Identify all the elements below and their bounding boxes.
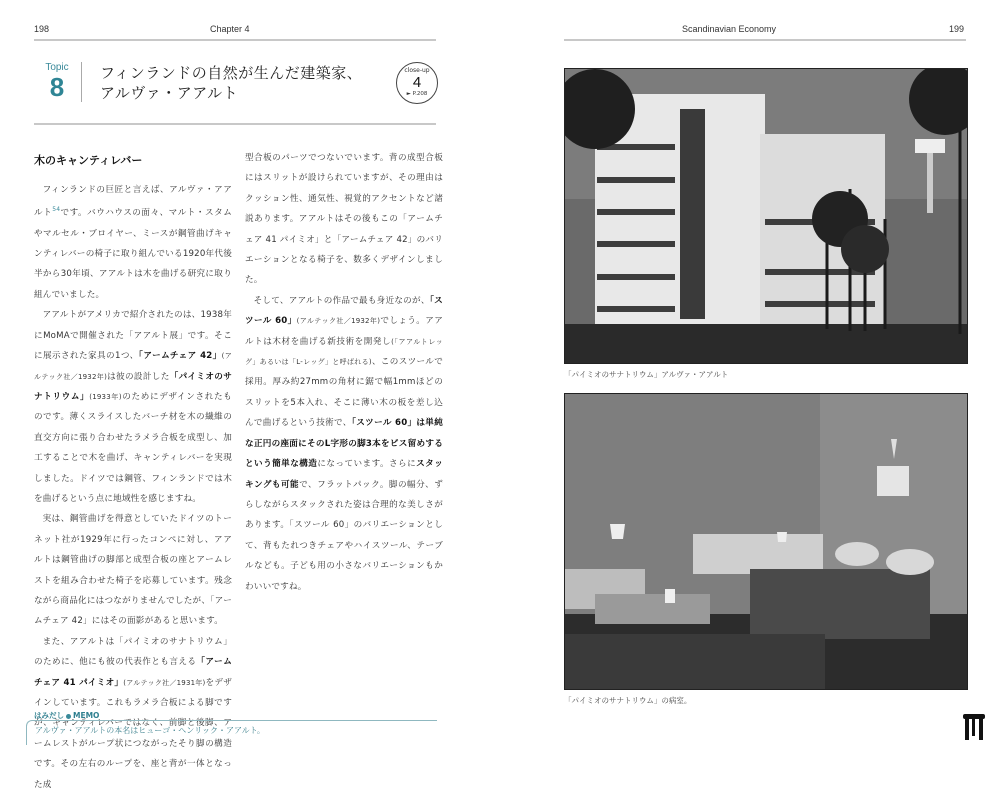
running-head-chapter: Chapter 4 [210, 24, 250, 34]
memo-label: はみだし MEMO [34, 711, 100, 720]
title-line-1: フィンランドの自然が生んだ建築家、 [100, 64, 363, 82]
topic-number: 8 [49, 72, 65, 102]
topic-label: Topic [45, 62, 69, 73]
right-page [500, 0, 1000, 752]
photo-sanatorium-exterior [564, 68, 968, 364]
paragraph: また、アアルトは「パイミオのサナトリウム」のために、他にも彼の代表作とも言える「アームチェア 41 パイミオ」(アルテック社／1931年)をデザインしています。これもラメラ合板による脚ですが、キャンティレバーではなく、前脚と後脚、アームレストがループ状につながったそり脚の構造です。その左右のループを、座と背が一体となった成 [34, 636, 232, 790]
memo-text: アルヴァ・アアルトの本名はヒューゴ・ヘンリック・アアルト。 [35, 726, 265, 735]
title-line-2: アルヴァ・アアルト [100, 84, 239, 102]
stool-icon [962, 713, 986, 741]
closeup-page-ref: ► P.208 [406, 91, 428, 97]
paragraph: アアルトがアメリカで紹介されたのは、1938年にMoMAで開催された「アアルト展」です。そこに展示された家具の1つ、「アームチェア 42」(アルテック社／1932年)は彼の設計した「パイミオのサナトリウム」(1933年)のためにデザインされたものです。薄くスライスしたバーチ材を木の繊維の直交方向に張り合わせたラメラ合板を成型し、加工することで木を曲げ、キャンティレバーを実現しました。ドイツでは鋼管、フィンランドでは木を曲げるという点に地域性を感じますね。 [34, 310, 232, 504]
paragraph: 型合板のパーツでつないでいます。背の成型合板にはスリットが設けられていますが、その理由はクッション性、通気性、視覚的アクセントなど諸説あります。アアルトはその後もこの「アームチェア 41 パイミオ」と「アームチェア 42」のバリエーションとなる椅子を、数多くデザインしました。 [245, 153, 443, 286]
topic-rule [34, 123, 436, 125]
dot-icon [66, 714, 71, 719]
section-heading: 木のキャンティレバー [34, 154, 143, 167]
paragraph: 実は、鋼管曲げを得意としていたドイツのトーネット社が1929年に行ったコンペに対し、アアルトは鋼管曲げの脚部と成型合板の座とアームレストを組み合わせた椅子を応募しています。残念ながら商品化にはつながりませんでしたが、「アームチェア 42」にはその面影があると思います。 [34, 514, 232, 627]
footnote-ref: 54 [52, 206, 61, 214]
paragraph: フィンランドの巨匠と言えば、アルヴァ・アアルト$^{54}$です。バウハウスの面々、マルト・スタムやマルセル・ブロイヤー、ミースが鋼管曲げキャンティレバーの椅子に取り組んでいる1920年代後半から30年頃、アアルトは木を曲げる研究に取り組んでいました。 [34, 185, 232, 300]
page-title [100, 63, 362, 103]
page-number-left: 198 [34, 24, 50, 34]
photo2-caption: 「パイミオのサナトリウム」の病室。 [564, 696, 692, 705]
memo-box [26, 720, 437, 745]
room-illustration [565, 394, 967, 689]
text-column-2 [245, 148, 443, 597]
closeup-badge [396, 62, 438, 104]
text-column-1 [34, 180, 232, 795]
running-head-section: Scandinavian Economy [682, 24, 777, 34]
building-illustration [565, 69, 967, 363]
photo-sanatorium-room [564, 393, 968, 690]
header-rule [34, 39, 436, 41]
topic-divider [81, 62, 82, 102]
photo1-caption: 「パイミオのサナトリウム」アルヴァ・アアルト [564, 370, 729, 379]
left-page [0, 0, 500, 790]
closeup-label: close-up [404, 67, 430, 74]
page-number-right: 199 [949, 24, 965, 34]
paragraph: そして、アアルトの作品で最も身近なのが、「スツール 60」(アルテック社／1932年)でしょう。アアルトは木材を曲げる新技術を開発し(「アアルトレッグ」あるいは「L-レッグ」と呼ばれる)、このスツールで採用。厚み約27mmの角材に鋸で幅1mmほどのスリットを5本入れ、そこに薄い木の板を差し込んで曲げるという技術で、「スツール 60」は単純な正円の座面にそのL字形の脚3本をビス留めするという簡単な構造になっています。さらにスタッキングも可能で、フラットパック。脚の幅分、ずらしながらスタックされた姿は合理的な美しさがあります。「スツール 60」のバリエーションとして、背もたれつきチェアやハイスツール、テーブルなども。子ども用の小さなバリエーションもかわいいですね。 [245, 295, 444, 592]
header-rule [564, 39, 966, 41]
closeup-number: 4 [412, 74, 422, 91]
